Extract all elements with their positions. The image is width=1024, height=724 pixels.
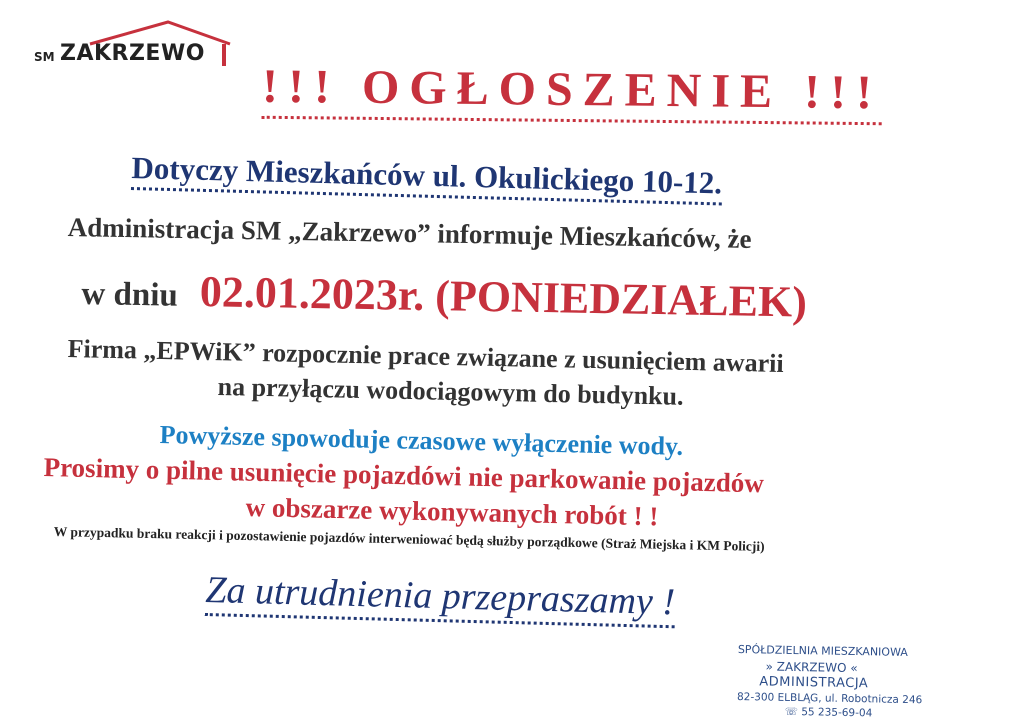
stamp-line-2: » ZAKRZEWO « <box>765 659 858 676</box>
sm-zakrzewo-logo <box>34 18 244 74</box>
logo-prefix: SM <box>34 50 55 64</box>
logo-name: ZAKRZEWO <box>60 41 205 66</box>
water-info: Powyższe spowoduje czasowe wyłączenie wody. <box>159 420 684 461</box>
parking-line-1: Prosimy o pilne usunięcie pojazdówi nie parkowanie pojazdów <box>43 452 765 499</box>
stamp-line-5: ☏ 55 235-69-04 <box>784 705 873 720</box>
notice-title: !!! OGŁOSZENIE !!! <box>262 59 883 125</box>
stamp-line-4: 82-300 ELBLĄG, ul. Robotnicza 246 <box>736 690 923 707</box>
notice-intro: Administracja SM „Zakrzewo” informuje Mieszkańców, że <box>67 212 752 254</box>
warning-text: W przypadku braku reakcji i pozostawienie pojazdów interweniować będą służby porządkowe (Straż Miejska i KM Policji) <box>53 524 765 554</box>
parking-line-2: w obszarze wykonywanych robót ! ! <box>245 492 659 532</box>
date-value: 02.01.2023r. (PONIEDZIAŁEK) <box>199 267 808 327</box>
date-prefix: w dniu <box>81 275 179 314</box>
stamp-line-3: ADMINISTRACJA <box>759 674 869 692</box>
apology-text: Za utrudnienia przepraszamy ! <box>205 568 676 628</box>
administration-stamp <box>736 643 938 720</box>
notice-subject: Dotyczy Mieszkańców ul. Okulickiego 10-12. <box>131 150 723 205</box>
works-line-2: na przyłączu wodociągowym do budynku. <box>217 372 684 411</box>
works-line-1: Firma „EPWiK” rozpocznie prace związane z usunięciem awarii <box>67 334 784 378</box>
stamp-line-1: SPÓŁDZIELNIA MIESZKANIOWA <box>737 643 908 659</box>
date-row <box>81 264 807 328</box>
